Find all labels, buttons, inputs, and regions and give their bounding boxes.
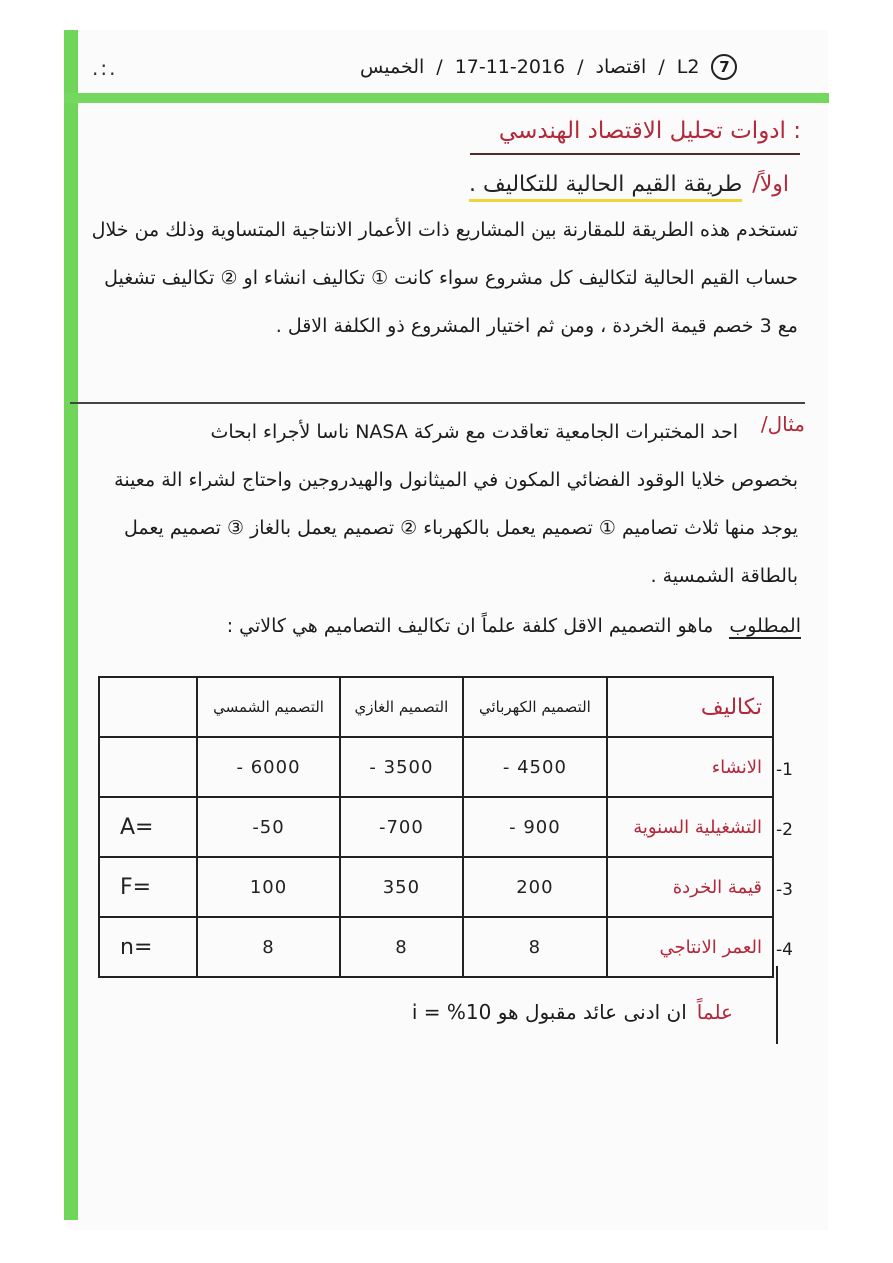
table-tail-line bbox=[776, 966, 778, 1044]
cell-value: 100 bbox=[249, 876, 288, 898]
table-row bbox=[99, 917, 773, 977]
method-label: اولاً/ bbox=[752, 172, 789, 197]
row-number: -4 bbox=[776, 940, 793, 960]
note-line bbox=[412, 1000, 733, 1024]
header-rule bbox=[64, 93, 829, 103]
required-label: المطلوب bbox=[729, 615, 801, 637]
cell-value: -700 bbox=[378, 816, 424, 838]
cell-value: 8 bbox=[262, 936, 275, 958]
title-underline bbox=[470, 153, 800, 155]
example-label: مثال/ bbox=[760, 412, 805, 436]
table-row bbox=[99, 857, 773, 917]
subject-label: اقتصاد bbox=[595, 56, 647, 78]
cost-table bbox=[98, 676, 774, 978]
column-costs: تكاليف bbox=[607, 677, 773, 737]
date-label: 17-11-2016 bbox=[454, 56, 566, 78]
note-label: علماً bbox=[696, 1000, 733, 1024]
corner-dots: .:. bbox=[92, 56, 118, 80]
required-line bbox=[81, 615, 801, 637]
row-label: الانشاء bbox=[607, 737, 773, 797]
cell-value: - 3500 bbox=[369, 756, 434, 778]
cell-value: 350 bbox=[382, 876, 421, 898]
cell-value: 8 bbox=[395, 936, 408, 958]
example-line1: احد المختبرات الجامعية تعاقدت مع شركة NASA ناسا لأجراء ابحاث bbox=[210, 421, 738, 443]
side-label: A= bbox=[99, 797, 197, 857]
side-label bbox=[99, 737, 197, 797]
cell-value: - 900 bbox=[509, 816, 561, 838]
column-electric: التصميم الكهربائي bbox=[463, 677, 607, 737]
note-text: ان ادنى عائد مقبول هو 10% = i bbox=[411, 1000, 687, 1024]
row-numbers bbox=[776, 740, 816, 980]
side-label: F= bbox=[99, 857, 197, 917]
row-number: -3 bbox=[776, 880, 793, 900]
cell-value: - 4500 bbox=[502, 756, 567, 778]
cell-value: 8 bbox=[528, 936, 542, 958]
cell-value: 200 bbox=[516, 876, 554, 898]
table-row bbox=[99, 797, 773, 857]
left-margin-line bbox=[64, 30, 78, 1220]
page-number: 7 bbox=[711, 54, 737, 80]
cell-value: - 6000 bbox=[236, 756, 301, 778]
example-paragraph: بخصوص خلايا الوقود الفضائي المكون في الميثانول والهيدروجين واحتاج لشراء الة معينة يوجد منها ثلاث تصاميم ① تصميم يعمل بالكهرباء ② تصميم يعمل بالغاز ③ تصميم يعمل بالطاقة الشمسية . bbox=[114, 469, 798, 587]
method-heading bbox=[469, 172, 789, 202]
method-name: طريقة القيم الحالية للتكاليف . bbox=[469, 172, 742, 202]
row-label: التشغيلية السنوية bbox=[607, 797, 773, 857]
row-number: -2 bbox=[776, 820, 793, 840]
required-text: ماهو التصميم الاقل كلفة علماً ان تكاليف التصاميم هي كالاتي : bbox=[226, 615, 714, 637]
row-label: قيمة الخردة bbox=[607, 857, 773, 917]
column-solar: التصميم الشمسي bbox=[197, 677, 340, 737]
cell-value: -50 bbox=[252, 816, 285, 838]
table-header-row bbox=[99, 677, 773, 737]
row-number: -1 bbox=[776, 760, 793, 780]
level-label: L2 bbox=[676, 56, 700, 78]
section-divider bbox=[70, 402, 805, 404]
column-gas: التصميم الغازي bbox=[340, 677, 463, 737]
day-label: الخميس bbox=[360, 56, 425, 78]
section-title: ادوات تحليل الاقتصاد الهندسي : bbox=[498, 118, 801, 144]
table-row bbox=[99, 737, 773, 797]
side-label: n= bbox=[99, 917, 197, 977]
page-header: 7 L2 / اقتصاد / 17-11-2016 / الخميس bbox=[360, 44, 820, 90]
row-label: العمر الانتاجي bbox=[607, 917, 773, 977]
method-paragraph: تستخدم هذه الطريقة للمقارنة بين المشاريع ذات الأعمار الانتاجية المتساوية وذلك من خلال حساب القيم الحالية لتكاليف كل مشروع سواء كانت ① تكاليف انشاء او ② تكاليف تشغيل مع 3 خصم قيمة الخردة ، ومن ثم اختيار المشروع ذو الكلفة الاقل . bbox=[91, 219, 798, 337]
